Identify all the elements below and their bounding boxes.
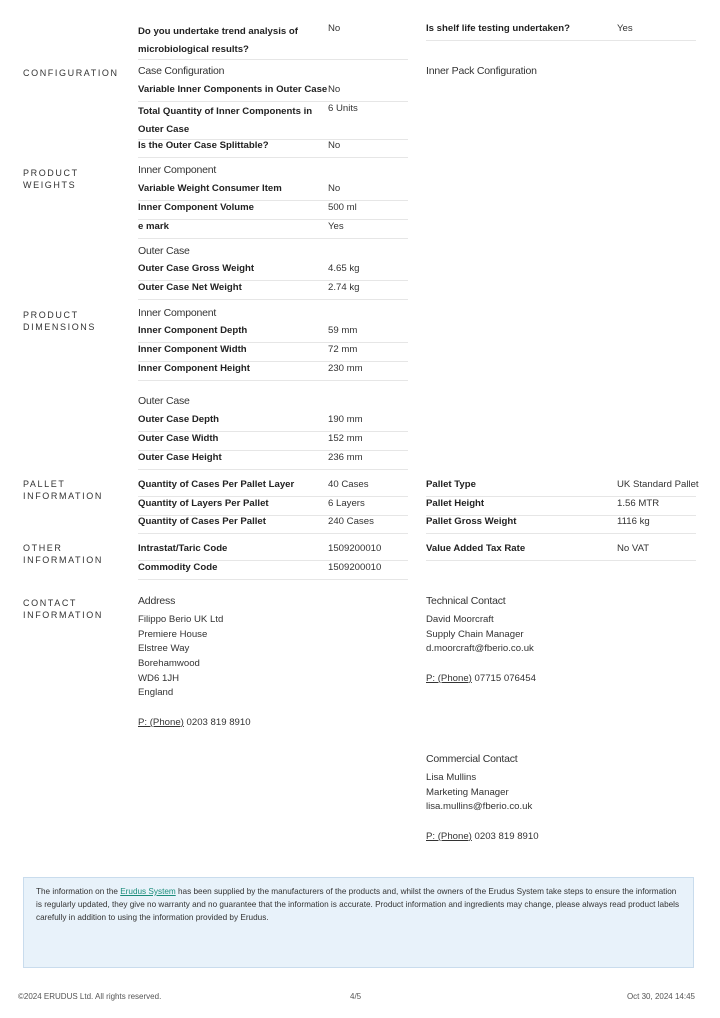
shelf-life-label: Is shelf life testing undertaken?	[426, 23, 570, 34]
technical-phone-link[interactable]: P: (Phone)	[426, 672, 472, 684]
trend-analysis-row	[138, 22, 408, 60]
dimensions-row	[138, 413, 408, 432]
other-label: Value Added Tax Rate	[426, 543, 526, 554]
weights-row	[138, 281, 408, 300]
weights-label: Variable Weight Consumer Item	[138, 183, 282, 194]
config-value: 6 Units	[328, 103, 358, 114]
notice-text-before: The information on the	[36, 887, 121, 896]
section-contact-information: CONTACT INFORMATION	[23, 598, 103, 620]
config-label: Variable Inner Components in Outer Case	[138, 84, 328, 95]
dimensions-row	[138, 451, 408, 470]
technical-contact-block	[426, 613, 536, 686]
pallet-row	[426, 478, 699, 497]
dimensions-row	[138, 343, 408, 362]
other-value: No VAT	[617, 543, 650, 554]
commercial-contact-heading: Commercial Contact	[426, 753, 518, 765]
technical-contact-email: d.moorcraft@fberio.co.uk	[426, 643, 534, 655]
address-heading: Address	[138, 595, 176, 607]
address-line: Elstree Way	[138, 643, 190, 655]
pallet-label: Quantity of Layers Per Pallet	[138, 498, 269, 509]
dimensions-inner-heading: Inner Component	[138, 307, 217, 319]
weights-label: Outer Case Gross Weight	[138, 263, 255, 274]
dimensions-value: 59 mm	[328, 325, 358, 336]
pallet-row	[138, 515, 408, 534]
other-row	[138, 542, 408, 561]
commercial-phone-number: 0203 819 8910	[474, 830, 539, 842]
disclaimer-notice	[23, 877, 694, 968]
dimensions-value: 72 mm	[328, 344, 358, 355]
pallet-label: Quantity of Cases Per Pallet Layer	[138, 479, 295, 490]
weights-value: Yes	[328, 221, 344, 232]
section-other-information: OTHER INFORMATION	[23, 543, 103, 565]
footer-copyright: ©2024 ERUDUS Ltd. All rights reserved.	[18, 992, 162, 1001]
config-row	[138, 139, 408, 158]
dimensions-label: Inner Component Depth	[138, 325, 248, 336]
commercial-contact-phone	[426, 830, 539, 845]
config-value: No	[328, 84, 341, 95]
weights-row	[138, 220, 408, 239]
weights-label: Outer Case Net Weight	[138, 282, 242, 293]
weights-outer-heading: Outer Case	[138, 245, 190, 257]
pallet-value: 1.56 MTR	[617, 498, 660, 509]
weights-row	[138, 262, 408, 281]
address-line: Filippo Berio UK Ltd	[138, 614, 224, 625]
address-phone	[138, 716, 251, 731]
other-label: Commodity Code	[138, 562, 218, 573]
pallet-label: Pallet Gross Weight	[426, 516, 517, 527]
footer-date: Oct 30, 2024 14:45	[626, 992, 695, 1001]
commercial-contact-role: Marketing Manager	[426, 786, 509, 798]
address-block	[138, 613, 251, 731]
dimensions-label: Outer Case Width	[138, 433, 219, 444]
address-line: Borehamwood	[138, 658, 200, 670]
pallet-value: 6 Layers	[328, 498, 365, 509]
trend-analysis-label: Do you undertake trend analysis of microbiological results?	[138, 26, 298, 55]
pallet-label: Pallet Height	[426, 498, 485, 509]
other-label: Intrastat/Taric Code	[138, 543, 228, 554]
trend-analysis-value: No	[328, 23, 341, 34]
dimensions-value: 190 mm	[328, 414, 363, 425]
address-phone-link[interactable]: P: (Phone)	[138, 716, 184, 728]
other-value: 1509200010	[328, 562, 382, 573]
other-row	[426, 542, 696, 561]
pallet-row	[426, 515, 696, 534]
commercial-phone-link[interactable]: P: (Phone)	[426, 830, 472, 842]
footer-page-number: 4/5	[350, 992, 362, 1001]
pallet-label: Quantity of Cases Per Pallet	[138, 516, 266, 527]
dimensions-row	[138, 324, 408, 343]
weights-label: e mark	[138, 221, 169, 232]
pallet-label: Pallet Type	[426, 479, 476, 490]
technical-contact-phone	[426, 672, 536, 687]
weights-row	[138, 182, 408, 201]
case-configuration-heading: Case Configuration	[138, 65, 225, 77]
shelf-life-row	[426, 22, 696, 41]
weights-row	[138, 201, 408, 220]
address-phone-number: 0203 819 8910	[186, 716, 251, 728]
commercial-contact-block	[426, 771, 539, 844]
pallet-row	[138, 497, 408, 516]
erudus-system-link[interactable]: Erudus System	[120, 887, 176, 896]
dimensions-row	[138, 362, 408, 381]
dimensions-label: Inner Component Width	[138, 344, 247, 355]
section-product-dimensions: PRODUCT DIMENSIONS	[23, 310, 97, 332]
shelf-life-value: Yes	[617, 23, 633, 34]
dimensions-label: Outer Case Depth	[138, 414, 220, 425]
pallet-value: 240 Cases	[328, 516, 374, 527]
address-line: England	[138, 687, 174, 699]
other-value: 1509200010	[328, 543, 382, 554]
dimensions-label: Outer Case Height	[138, 452, 222, 463]
other-row	[138, 561, 408, 580]
pallet-value: UK Standard Pallet	[617, 479, 699, 490]
dimensions-label: Inner Component Height	[138, 363, 250, 374]
section-product-weights: PRODUCT WEIGHTS	[23, 168, 79, 190]
pallet-value: 1116 kg	[617, 516, 650, 527]
weights-value: 500 ml	[328, 202, 357, 213]
dimensions-value: 152 mm	[328, 433, 363, 444]
dimensions-value: 236 mm	[328, 452, 363, 463]
config-row	[138, 83, 408, 102]
commercial-contact-name: Lisa Mullins	[426, 772, 477, 783]
technical-phone-number: 07715 076454	[474, 672, 536, 684]
commercial-contact-email: lisa.mullins@fberio.co.uk	[426, 801, 533, 813]
weights-inner-heading: Inner Component	[138, 164, 217, 176]
weights-value: 4.65 kg	[328, 263, 360, 274]
pallet-value: 40 Cases	[328, 479, 369, 490]
inner-pack-configuration-heading: Inner Pack Configuration	[426, 65, 537, 77]
weights-label: Inner Component Volume	[138, 202, 255, 213]
dimensions-outer-heading: Outer Case	[138, 395, 190, 407]
technical-contact-name: David Moorcraft	[426, 614, 494, 625]
weights-value: No	[328, 183, 341, 194]
technical-contact-role: Supply Chain Manager	[426, 628, 524, 640]
config-label: Total Quantity of Inner Components in Outer Case	[138, 106, 313, 135]
section-configuration: CONFIGURATION	[23, 68, 119, 78]
dimensions-row	[138, 432, 408, 451]
config-value: No	[328, 140, 341, 151]
address-line: Premiere House	[138, 628, 208, 640]
config-label: Is the Outer Case Splittable?	[138, 140, 269, 151]
notice-text-after: has been supplied by the manufacturers of the products and, whilst the owners of the Erudus System take steps to ensure the information is regularly updated, they give no warranty and no guarantee that the information is accurate. Product information and ingredients may change, please always read product labels carefully in addition to using the information provided by Erudus.	[36, 887, 680, 922]
weights-value: 2.74 kg	[328, 282, 360, 293]
pallet-row	[426, 497, 696, 516]
technical-contact-heading: Technical Contact	[426, 595, 506, 607]
pallet-row	[138, 478, 408, 497]
section-pallet-information: PALLET INFORMATION	[23, 479, 103, 501]
dimensions-value: 230 mm	[328, 363, 363, 374]
address-line: WD6 1JH	[138, 672, 180, 684]
config-row	[138, 102, 408, 140]
